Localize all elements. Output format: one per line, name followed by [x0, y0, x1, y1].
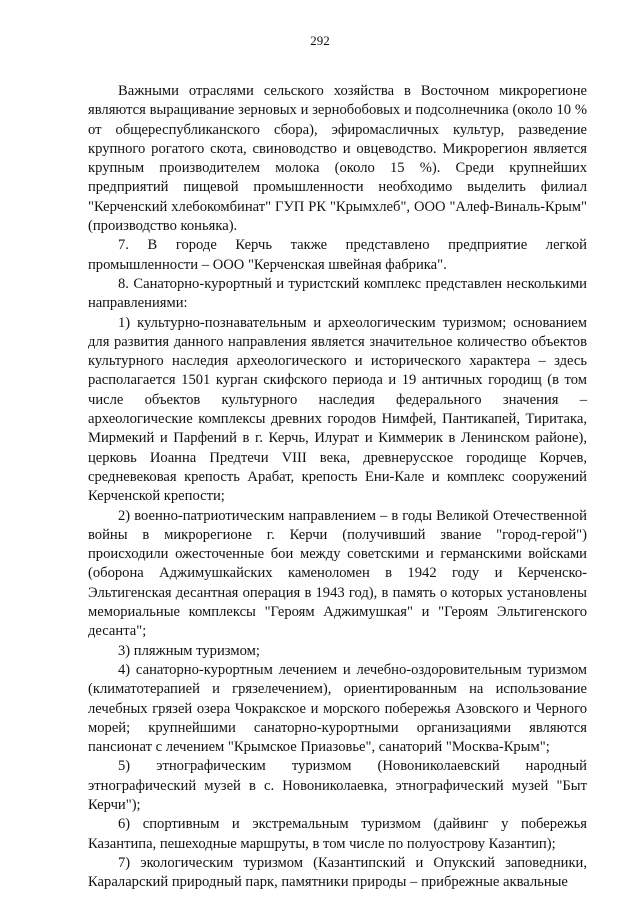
- paragraph-resort-complex: 8. Санаторно-курортный и туристский комплекс представлен несколькими направлениями:: [88, 275, 587, 312]
- paragraph-cultural-tourism: 1) культурно-познавательным и археологическим туризмом; основанием для развития данного направления является значительное количество объектов культурного наследия археологического и исторического характера – здесь располагается 1501 курган скифского периода и 19 античных городищ (в том числе объектов культурного наследия федерального значения – археологические комплексы древних городов Нимфей, Пантикапей, Тиритака, Мирмекий и Парфений в г. Керчь, Илурат и Киммерик в Ленинском районе), церковь Иоанна Предтечи VIII века, древнерусское городище Корчев, средневековая крепость Арабат, крепость Ени-Кале и комплекс сооружений Керченской крепости;: [88, 314, 587, 505]
- paragraph-health-resort: 4) санаторно-курортным лечением и лечебно-оздоровительным туризмом (климатотерапией и грязелечением), ориентированным на использование лечебных грязей озера Чокракское и морского побережья Азовского и Черного морей; крупнейшими санаторно-курортными организациями являются пансионат с лечением "Крымское Приазовье", санаторий "Москва-Крым";: [88, 661, 587, 756]
- paragraph-beach-tourism: 3) пляжным туризмом;: [118, 642, 260, 659]
- page-number: 292: [310, 33, 330, 48]
- paragraph-agriculture: Важными отраслями сельского хозяйства в Восточном микрорегионе являются выращивание зерновых и зернобобовых и подсолнечника (около 10 % от общереспубликанского сбора), эфиромасличных культур, разведение крупного рогатого скота, свиноводство и овцеводство. Микрорегион является крупным производителем молока (около 15 %). Среди крупнейших предприятий пищевой промышленности необходимо выделить филиал "Керченский хлебокомбинат" ГУП РК "Крымхлеб", ООО "Алеф-Виналь-Крым" (производство коньяка).: [88, 83, 587, 235]
- paragraph-ecological: 7) экологическим туризмом (Казантипский и Опукский заповедники, Караларский природный парк, памятники природы – прибрежные аквальные: [88, 854, 587, 891]
- paragraph-military-patriotic: 2) военно-патриотическим направлением – в годы Великой Отечественной войны в микрорегионе г. Керчи (получивший звание "город-герой") происходили ожесточенные бои между советскими и германскими войсками (оборона Аджимушкайских каменоломен в 1942 году и Керченско-Эльтигенская десантная операция в 1943 год), в память о которых установлены мемориальные комплексы "Героям Аджимушкая" и "Героям Эльтигенского десанта";: [88, 507, 587, 640]
- paragraph-light-industry: 7. В городе Керчь также представлено предприятие легкой промышленности – ООО "Керченская швейная фабрика".: [88, 237, 587, 273]
- paragraph-ethnographic: 5) этнографическим туризмом (Новониколаевский народный этнографический музей в с. Новониколаевка, этнографический музей "Быт Керчи");: [88, 758, 587, 813]
- body-text: [88, 82, 587, 892]
- paragraph-extreme-sports: 6) спортивным и экстремальным туризмом (дайвинг у побережья Казантипа, пешеходные маршруты, в том числе по полуострову Казантип);: [88, 816, 587, 852]
